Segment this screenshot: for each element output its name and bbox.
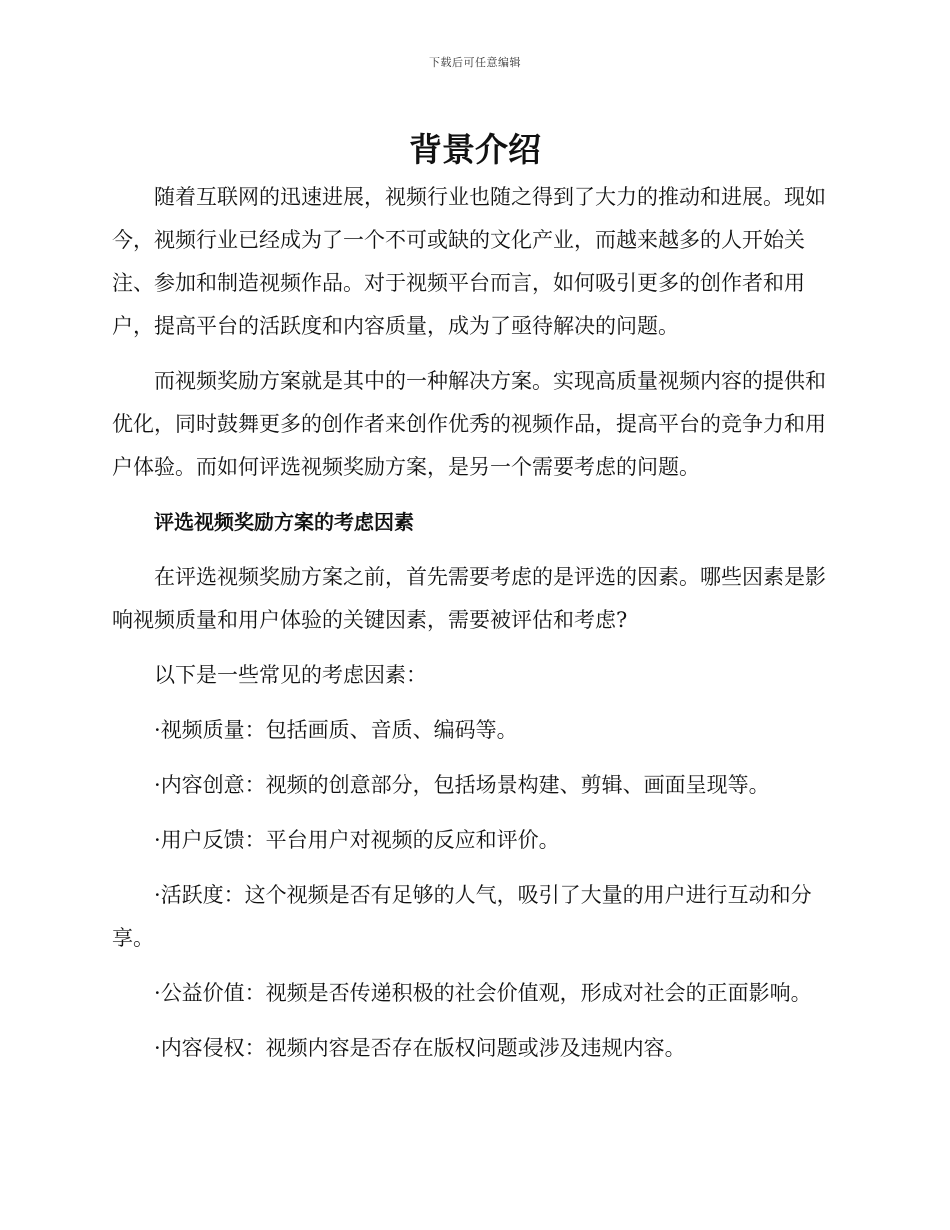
list-item <box>112 1027 832 1070</box>
list-item <box>112 764 832 807</box>
paragraph: 以下是一些常见的考虑因素： <box>154 663 427 687</box>
bullet-icon: · <box>154 828 161 852</box>
bullet-icon: · <box>154 718 161 742</box>
list-item-text: 公益价值：视频是否传递积极的社会价值观，形成对社会的正面影响。 <box>160 981 812 1005</box>
bullet-icon: · <box>154 883 161 907</box>
bullet-icon: · <box>154 1036 161 1060</box>
document-body <box>112 176 832 1082</box>
paragraph: 而视频奖励方案就是其中的一种解决方案。实现高质量视频内容的提供和优化，同时鼓舞更多的创作者来创作优秀的视频作品，提高平台的竞争力和用户体验。而如何评选视频奖励方案，是另一个需要考虑的问题。 <box>112 369 826 479</box>
list-item <box>112 709 832 752</box>
list-item-text: 活跃度：这个视频是否有足够的人气，吸引了大量的用户进行互动和分享。 <box>112 883 812 950</box>
header-note: 下载后可任意编辑 <box>429 56 521 69</box>
bullet-icon: · <box>154 773 161 797</box>
paragraph: 在评选视频奖励方案之前，首先需要考虑的是评选的因素。哪些因素是影响视频质量和用户体验的关键因素，需要被评估和考虑? <box>112 565 826 632</box>
list-item <box>112 972 832 1015</box>
list-item-text: 用户反馈：平台用户对视频的反应和评价。 <box>160 828 560 852</box>
section-heading: 评选视频奖励方案的考虑因素 <box>154 510 414 534</box>
list-item <box>112 874 832 960</box>
bullet-icon: · <box>154 981 161 1005</box>
list-item <box>112 819 832 862</box>
list-item-text: 内容创意：视频的创意部分，包括场景构建、剪辑、画面呈现等。 <box>160 773 770 797</box>
paragraph: 随着互联网的迅速进展，视频行业也随之得到了大力的推动和进展。现如今，视频行业已经成为了一个不可或缺的文化产业，而越来越多的人开始关注、参加和制造视频作品。对于视频平台而言，如何吸引更多的创作者和用户，提高平台的活跃度和内容质量，成为了亟待解决的问题。 <box>112 185 826 338</box>
document-title: 背景介绍 <box>409 130 541 169</box>
list-item-text: 视频质量：包括画质、音质、编码等。 <box>160 718 518 742</box>
list-item-text: 内容侵权：视频内容是否存在版权问题或涉及违规内容。 <box>160 1036 686 1060</box>
